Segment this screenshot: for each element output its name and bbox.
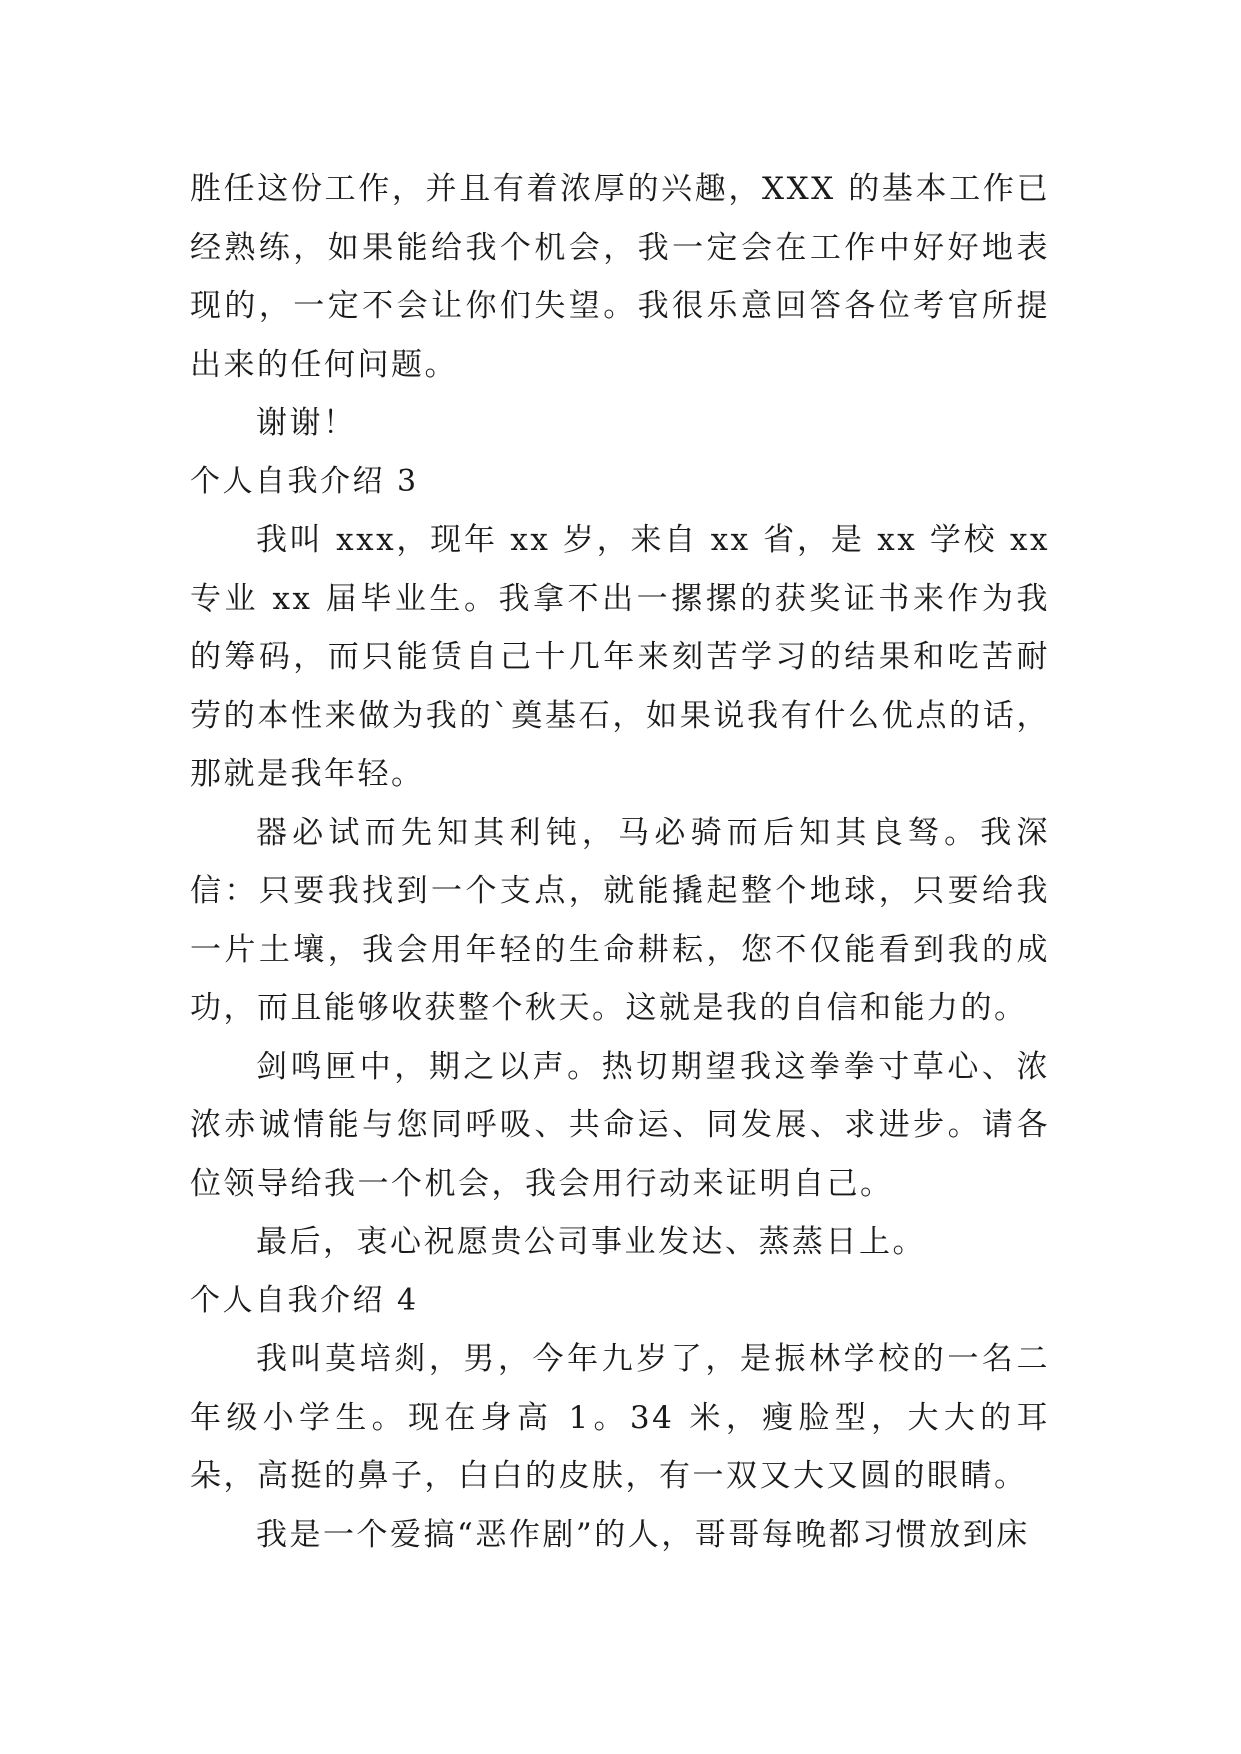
paragraph-intro-3-wishes: 最后，衷心祝愿贵公司事业发达、蒸蒸日上。: [256, 1224, 926, 1260]
paragraph-intro-3-request: 剑鸣匣中，期之以声。热切期望我这拳拳寸草心、浓浓赤诚情能与您同呼吸、共命运、同发展、求进步。请各位领导给我一个机会，我会用行动来证明自己。: [190, 1048, 1050, 1202]
paragraph-thanks: 谢谢！: [256, 405, 357, 441]
paragraph-intro-3-confidence: 器必试而先知其利钝，马必骑而后知其良驽。我深信：只要我找到一个支点，就能撬起整个地球，只要给我一片土壤，我会用年轻的生命耕耘，您不仅能看到我的成功，而且能够收获整个秋天。这就是我的自信和能力的。: [190, 814, 1050, 1026]
document-body: [190, 160, 1050, 1564]
paragraph-job-closing: 胜任这份工作，并且有着浓厚的兴趣，XXX 的基本工作已经熟练，如果能给我个机会，我一定会在工作中好好地表现的，一定不会让你们失望。我很乐意回答各位考官所提出来的任何问题。: [190, 171, 1050, 383]
paragraph-intro-4-prank: 我是一个爱搞“恶作剧”的人，哥哥每晚都习惯放到床: [256, 1516, 1030, 1553]
paragraph-intro-4-appearance: 我叫莫培剡，男，今年九岁了，是振林学校的一名二年级小学生。现在身高 1。34 米，瘦脸型，大大的耳朵，高挺的鼻子，白白的皮肤，有一双又大又圆的眼睛。: [190, 1341, 1050, 1494]
paragraph-intro-3-background: 我叫 xxx，现年 xx 岁，来自 xx 省，是 xx 学校 xx 专业 xx 届毕业生。我拿不出一摞摞的获奖证书来作为我的筹码，而只能赁自己十几年来刻苦学习的结果和吃苦耐劳的本性来做为我的`奠基石，如果说我有什么优点的话，那就是我年轻。: [190, 522, 1050, 792]
section-heading-intro-4: 个人自我介绍 4: [190, 1282, 419, 1318]
section-heading-intro-3: 个人自我介绍 3: [190, 463, 419, 499]
